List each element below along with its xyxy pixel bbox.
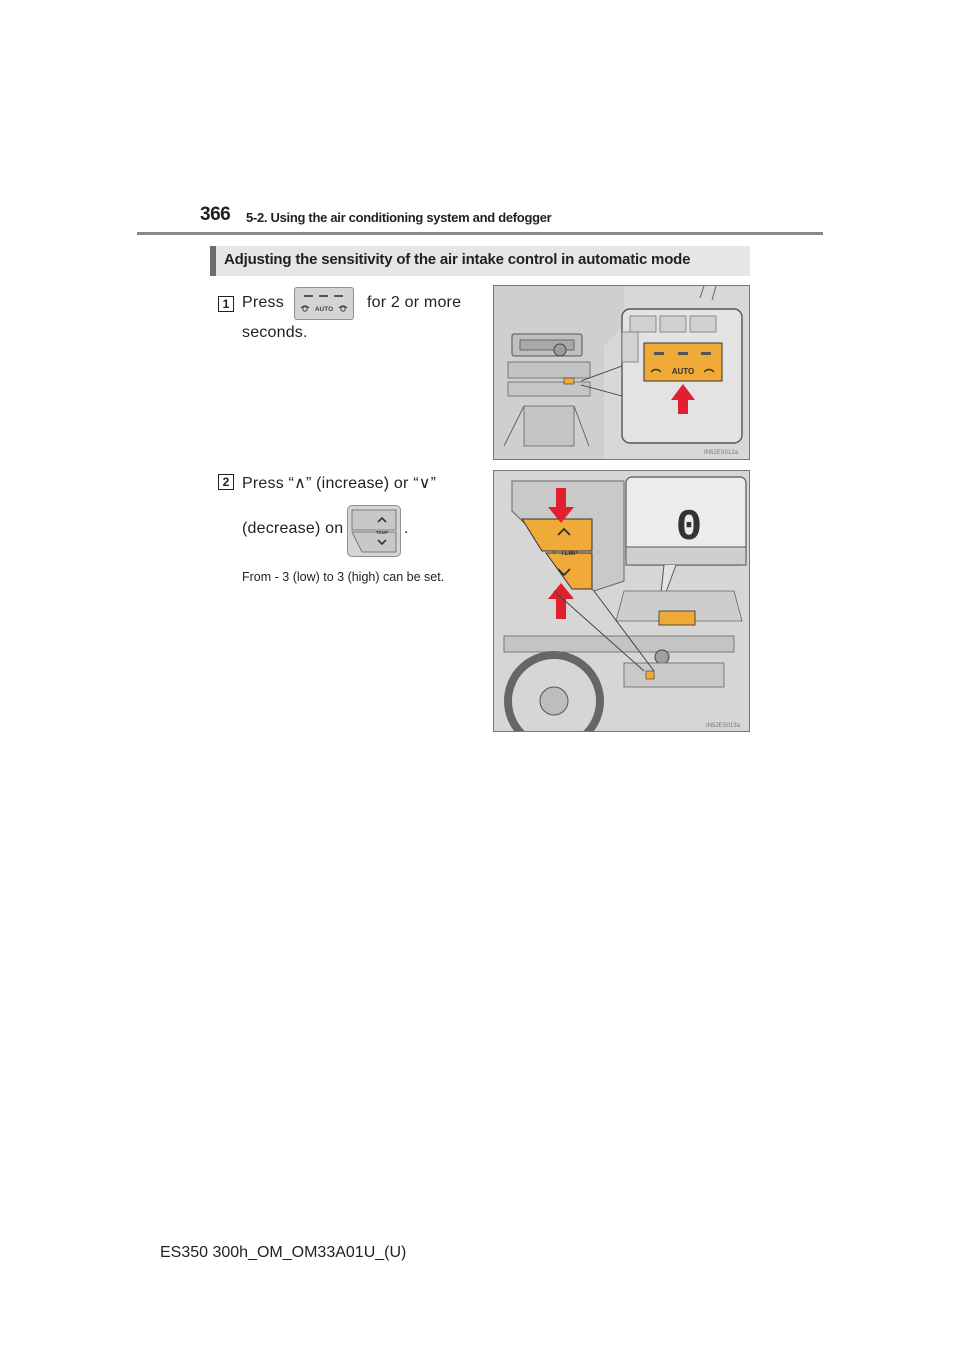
auto-button-inline: [294, 287, 354, 320]
temp-label-figure: TEMP: [560, 551, 578, 557]
temp-button-icon: [348, 506, 400, 556]
auto-label: AUTO: [314, 306, 334, 313]
figure-id-2: IN52ES013a: [706, 723, 741, 729]
figure-1: [493, 285, 750, 460]
section-title: 5-2. Using the air conditioning system and defogger: [246, 210, 552, 225]
dashboard-illustration-2: [494, 471, 749, 731]
step-2-note: From - 3 (low) to 3 (high) can be set.: [242, 570, 445, 584]
heading-text: Adjusting the sensitivity of the air intake control in automatic mode: [224, 251, 691, 268]
page-number: 366: [200, 204, 231, 225]
step-2-text-line1: Press “∧” (increase) or “∨”: [242, 475, 437, 492]
step-2-text-decrease: (decrease) on: [242, 520, 344, 537]
step-1-text-duration: for 2 or more: [367, 294, 462, 311]
step-1-text-seconds: seconds.: [242, 324, 308, 341]
figure-id-1: IN52ES012a: [704, 450, 739, 456]
temp-label: TEMP: [375, 530, 389, 535]
step-1-text-press: Press: [242, 294, 284, 311]
step-number-1: 1: [218, 296, 234, 312]
footer-model-code: ES350 300h_OM_OM33A01U_(U): [160, 1244, 407, 1261]
dashboard-illustration-1: [494, 286, 749, 459]
step-number-2: 2: [218, 474, 234, 490]
step-2-text-period: .: [404, 520, 409, 537]
display-value: 0: [675, 503, 703, 553]
auto-button-icon: [295, 288, 353, 319]
figure-2: [493, 470, 750, 732]
temp-button-inline: [347, 505, 401, 557]
heading-bar: [210, 246, 750, 276]
header-rule: [137, 232, 823, 235]
auto-label-figure: AUTO: [671, 367, 695, 376]
